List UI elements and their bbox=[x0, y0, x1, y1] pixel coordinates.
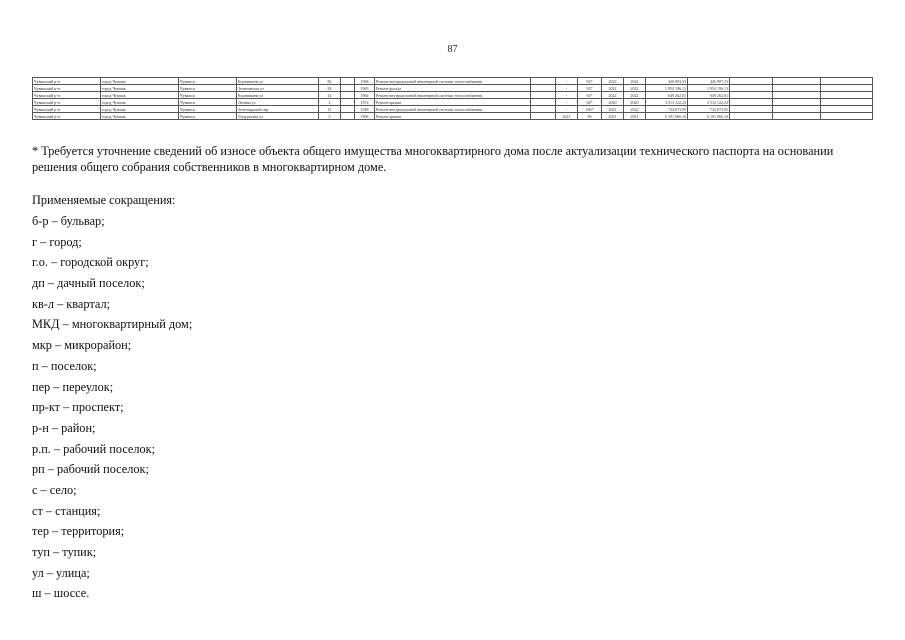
table-cell: Чувашск bbox=[179, 78, 237, 85]
table-row bbox=[33, 78, 873, 85]
page-number: 87 bbox=[447, 44, 458, 55]
table-cell: Чувашский р-н bbox=[33, 92, 101, 99]
table-cell bbox=[730, 106, 773, 113]
abbreviation-item: п – поселок; bbox=[32, 358, 97, 373]
abbreviation-item: ул – улица; bbox=[32, 565, 90, 580]
table-cell bbox=[341, 113, 355, 120]
table-cell: 927 bbox=[578, 85, 602, 92]
table-cell bbox=[821, 99, 873, 106]
table-cell bbox=[730, 113, 773, 120]
table-cell: Чувашск bbox=[179, 92, 237, 99]
table-cell bbox=[821, 106, 873, 113]
table-cell bbox=[730, 92, 773, 99]
table-cell: 11 bbox=[319, 106, 341, 113]
table-row bbox=[33, 99, 873, 106]
table-cell: Зеленовская ул bbox=[237, 85, 319, 92]
table-cell: Чувашский р-н bbox=[33, 85, 101, 92]
table-cell: Корзинкина ул bbox=[237, 92, 319, 99]
table-cell: 44 bbox=[319, 92, 341, 99]
table-cell bbox=[773, 99, 821, 106]
table-cell: город Чувашк bbox=[101, 113, 179, 120]
table-cell: 92* bbox=[578, 92, 602, 99]
table-row bbox=[33, 113, 873, 120]
table-cell: 3 513 122,23 bbox=[646, 99, 688, 106]
table-cell: - bbox=[556, 92, 578, 99]
table-cell bbox=[773, 106, 821, 113]
table-row bbox=[33, 85, 873, 92]
table-cell: город Чувашк bbox=[101, 85, 179, 92]
table-cell: 2 bbox=[319, 99, 341, 106]
table-cell bbox=[531, 92, 556, 99]
abbreviation-item: туп – тупик; bbox=[32, 545, 97, 559]
table-cell: 734 073,95 bbox=[688, 106, 730, 113]
table-cell bbox=[773, 113, 821, 120]
table-cell bbox=[730, 85, 773, 92]
table-cell: город Чувашк bbox=[101, 99, 179, 106]
table-cell bbox=[341, 92, 355, 99]
table-cell: 2022 bbox=[624, 92, 646, 99]
table-cell: Чувашск bbox=[179, 106, 237, 113]
table-cell: Ремонт крыши bbox=[375, 113, 531, 120]
table-cell: Ремонт внутридомовой инженерной системы теплоснабжения bbox=[375, 78, 531, 85]
table-cell: - bbox=[556, 78, 578, 85]
table-cell: город Чувашк bbox=[101, 92, 179, 99]
table-cell bbox=[821, 85, 873, 92]
table-cell: 1 954 196,13 bbox=[688, 85, 730, 92]
table-cell: 927 bbox=[578, 78, 602, 85]
table-cell: 2020 bbox=[602, 99, 624, 106]
table-cell: 426 993,33 bbox=[646, 78, 688, 85]
table-cell: Чувашский р-н bbox=[33, 99, 101, 106]
table-cell: Зеленоярский пер bbox=[237, 106, 319, 113]
table-cell: 1968 bbox=[355, 78, 375, 85]
abbreviation-item: рп – рабочий поселок; bbox=[32, 462, 149, 477]
table-cell: 2022 bbox=[602, 85, 624, 92]
table-cell: Ленина ул bbox=[237, 99, 319, 106]
table-cell: 2022 bbox=[602, 106, 624, 113]
table-cell: Чувашск bbox=[179, 113, 237, 120]
table-cell bbox=[341, 78, 355, 85]
table-cell: Чувашск bbox=[179, 99, 237, 106]
abbreviation-item: ш – шоссе. bbox=[32, 586, 90, 601]
table-cell bbox=[730, 99, 773, 106]
table-cell: - bbox=[556, 85, 578, 92]
registry-table bbox=[32, 77, 873, 120]
table-cell: Ремонт внутридомовой инженерной системы теплоснабжения bbox=[375, 106, 531, 113]
table-cell: Ремонт внутридомовой инженерной системы теплоснабжения bbox=[375, 92, 531, 99]
abbreviation-item: дп – дачный поселок; bbox=[32, 276, 145, 291]
table-cell: Ремонт крыши bbox=[375, 99, 531, 106]
table-cell bbox=[531, 113, 556, 120]
table-cell bbox=[730, 78, 773, 85]
table-cell bbox=[341, 106, 355, 113]
table-cell: 2022 bbox=[602, 92, 624, 99]
abbreviation-item: с – село; bbox=[32, 482, 77, 497]
abbreviations-title: Применяемые сокращения: bbox=[32, 193, 176, 207]
table-cell: 1965 bbox=[355, 85, 375, 92]
table-cell: Ундуриская ул bbox=[237, 113, 319, 120]
table-cell bbox=[531, 78, 556, 85]
table-cell bbox=[531, 85, 556, 92]
table-cell: 2021 bbox=[624, 113, 646, 120]
table-cell: 649 262,01 bbox=[646, 92, 688, 99]
table-cell bbox=[531, 99, 556, 106]
table-cell: 2021 bbox=[602, 113, 624, 120]
table-cell: 426 997,33 bbox=[688, 78, 730, 85]
abbreviation-item: г.о. – городской округ; bbox=[32, 255, 149, 270]
abbreviation-item: р.п. – рабочий поселок; bbox=[32, 441, 156, 456]
table-cell: 3 512 122,23 bbox=[688, 99, 730, 106]
table-cell: 2022 bbox=[602, 78, 624, 85]
table-cell: Ремонт фасада bbox=[375, 85, 531, 92]
table-cell bbox=[341, 85, 355, 92]
table-cell: 1974 bbox=[355, 99, 375, 106]
table-cell: 64* bbox=[578, 99, 602, 106]
table-cell: 649 262,01 bbox=[688, 92, 730, 99]
table-cell: 1964 bbox=[355, 92, 375, 99]
table-cell: Чувашский р-н bbox=[33, 106, 101, 113]
abbreviation-item: пр-кт – проспект; bbox=[32, 400, 124, 415]
table-cell bbox=[773, 92, 821, 99]
abbreviation-item: тер – территория; bbox=[32, 524, 125, 539]
table-cell: город Чувашк bbox=[101, 106, 179, 113]
table-cell: 6 191 066,10 bbox=[688, 113, 730, 120]
table-cell: 2022 bbox=[624, 85, 646, 92]
table-cell: 2020 bbox=[624, 99, 646, 106]
abbreviation-item: г – город; bbox=[32, 234, 82, 249]
abbreviation-item: р-н – район; bbox=[32, 420, 96, 435]
table-cell bbox=[821, 92, 873, 99]
table-cell: 82 bbox=[319, 85, 341, 92]
table-cell bbox=[773, 78, 821, 85]
table-cell: - bbox=[556, 99, 578, 106]
table-cell: Корзинкина ул bbox=[237, 78, 319, 85]
table-cell bbox=[531, 106, 556, 113]
table-cell bbox=[773, 85, 821, 92]
table-cell: 2022 bbox=[624, 106, 646, 113]
table-cell: 1996 bbox=[355, 113, 375, 120]
table-cell: 166* bbox=[578, 106, 602, 113]
table-cell: 6 191 066,10 bbox=[646, 113, 688, 120]
table-cell: 2022 bbox=[624, 78, 646, 85]
table-cell: Чувашский р-н bbox=[33, 78, 101, 85]
abbreviation-item: МКД – многоквартирный дом; bbox=[32, 317, 193, 332]
table-row bbox=[33, 106, 873, 113]
table-cell: 1 954 196,13 bbox=[646, 85, 688, 92]
footnote: * Требуется уточнение сведений об износе объекта общего имущества многоквартирного дома после актуализации технического паспорта на основании решения общего собрания собственников в многоквартирном доме. bbox=[32, 144, 834, 174]
table-cell bbox=[341, 99, 355, 106]
table-cell: - bbox=[556, 106, 578, 113]
table-cell bbox=[821, 78, 873, 85]
abbreviation-item: б-р – бульвар; bbox=[32, 214, 105, 228]
table-cell: 96 bbox=[578, 113, 602, 120]
table-cell: Чувашск bbox=[179, 85, 237, 92]
table-cell: Чувашский р-н bbox=[33, 113, 101, 120]
table-cell: 1948 bbox=[355, 106, 375, 113]
abbreviation-item: пер – переулок; bbox=[32, 379, 114, 394]
table-cell bbox=[821, 113, 873, 120]
abbreviations-list bbox=[32, 213, 192, 606]
table-row bbox=[33, 92, 873, 99]
table-cell: 2 bbox=[319, 113, 341, 120]
abbreviation-item: кв-л – квартал; bbox=[32, 296, 111, 311]
abbreviation-item: ст – станция; bbox=[32, 503, 101, 518]
table-cell: 2021 bbox=[556, 113, 578, 120]
abbreviation-item: мкр – микрорайон; bbox=[32, 338, 132, 353]
table-cell: город Чувашк bbox=[101, 78, 179, 85]
table-cell: 82 bbox=[319, 78, 341, 85]
table-cell: 734 073,95 bbox=[646, 106, 688, 113]
